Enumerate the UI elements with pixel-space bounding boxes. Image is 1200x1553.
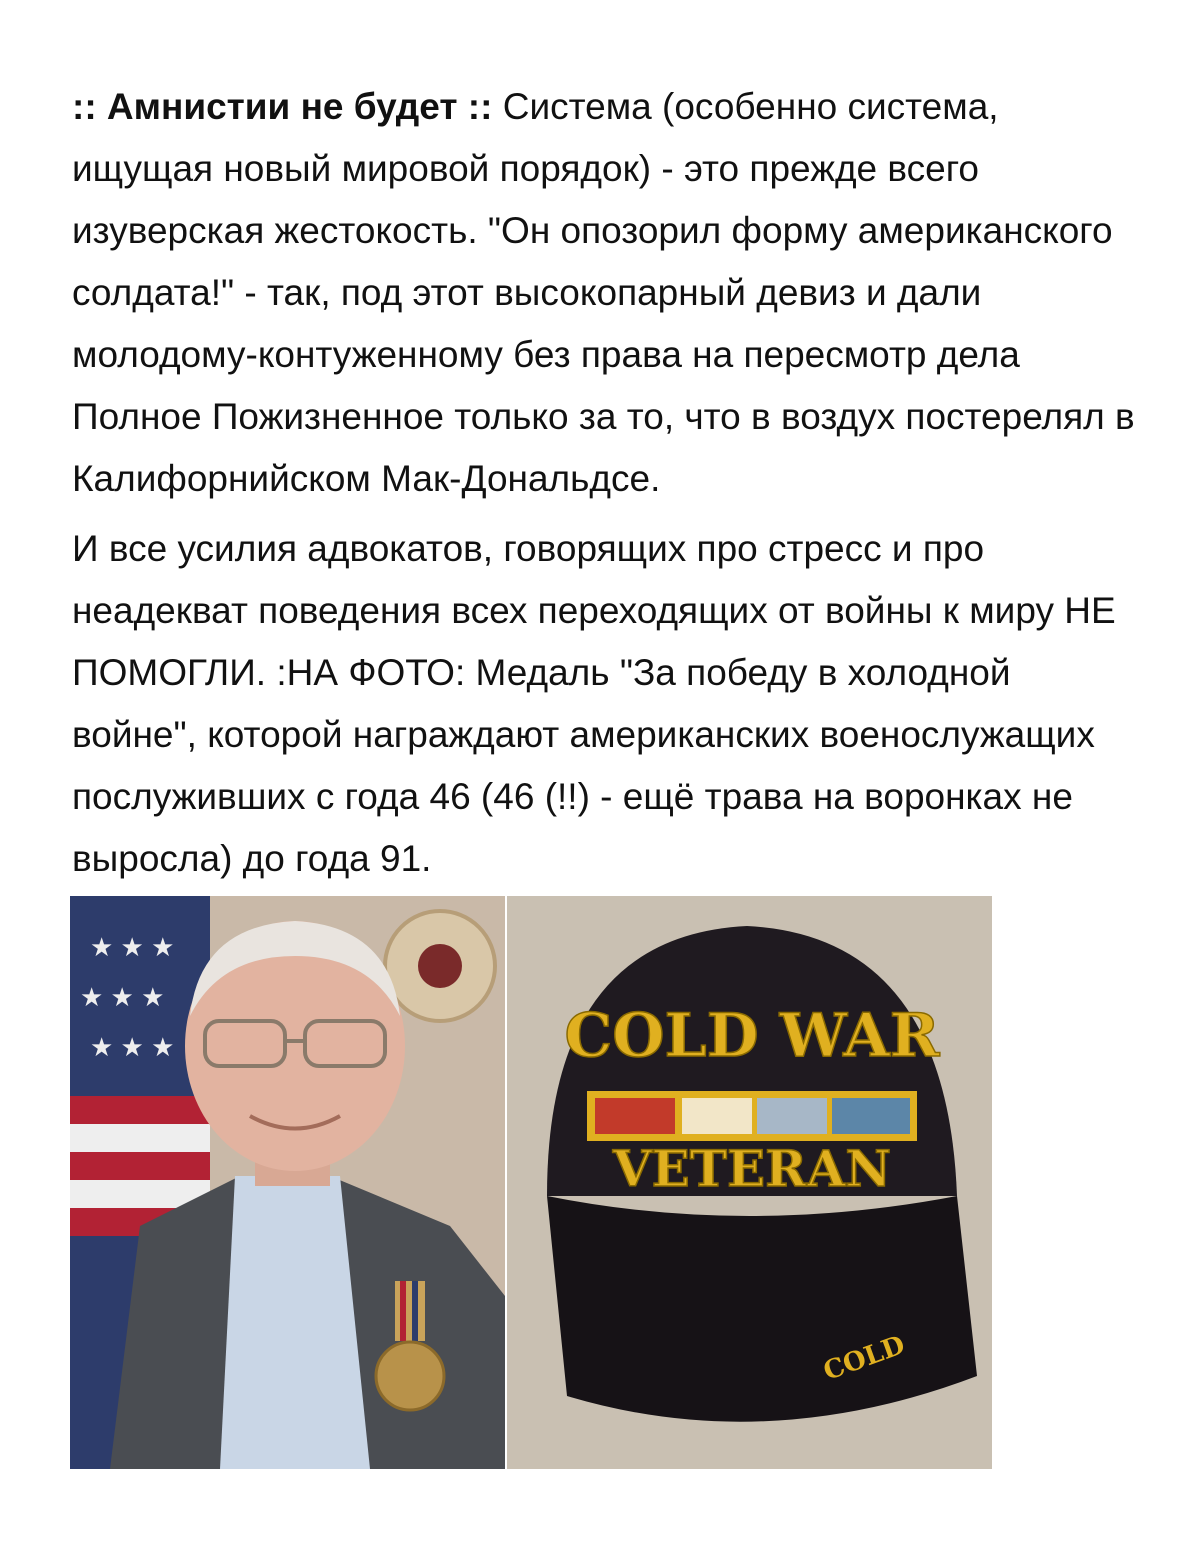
cap-top-text: COLD WAR [564,1001,940,1071]
article-heading: :: Амнистии не будет :: [72,86,493,127]
photo-collage [70,896,992,1469]
paragraph-1 [72,76,1142,510]
ribbon-bar [587,1091,917,1141]
cap-bottom-text: VETERAN [612,1139,892,1198]
svg-text:★ ★ ★: ★ ★ ★ [90,932,175,962]
paragraph-2: И все усилия адвокатов, говорящих про стресс и про неадекват поведения всех переходящих от войны к миру НЕ ПОМОГЛИ. :НА ФОТО: Медаль "За победу в холодной войне", которой награждают американских военослужащих послуживших с года 46 (46 (!!) - ещё трава на воронках не выросла) до года 91. [72,528,1116,879]
photo-cold-war-cap [507,896,992,1469]
article-text [72,76,1142,898]
svg-text:★ ★ ★: ★ ★ ★ [90,1032,175,1062]
photo-man-with-medal [70,896,505,1469]
svg-text:★ ★ ★: ★ ★ ★ [80,982,165,1012]
paragraph-1-body: Система (особенно система, ищущая новый мировой порядок) - это прежде всего изуверская жестокость. "Он опозорил форму американского солдата!" - так, под этот высокопарный девиз и дали молодому-контуженному без права на пересмотр дела Полное Пожизненное только за то, что в воздух постерелял в Калифорнийском Мак-Дональдсе. [72,86,1135,499]
cap-brim [547,1196,977,1422]
cap-brim-text: COLD [819,1329,909,1387]
